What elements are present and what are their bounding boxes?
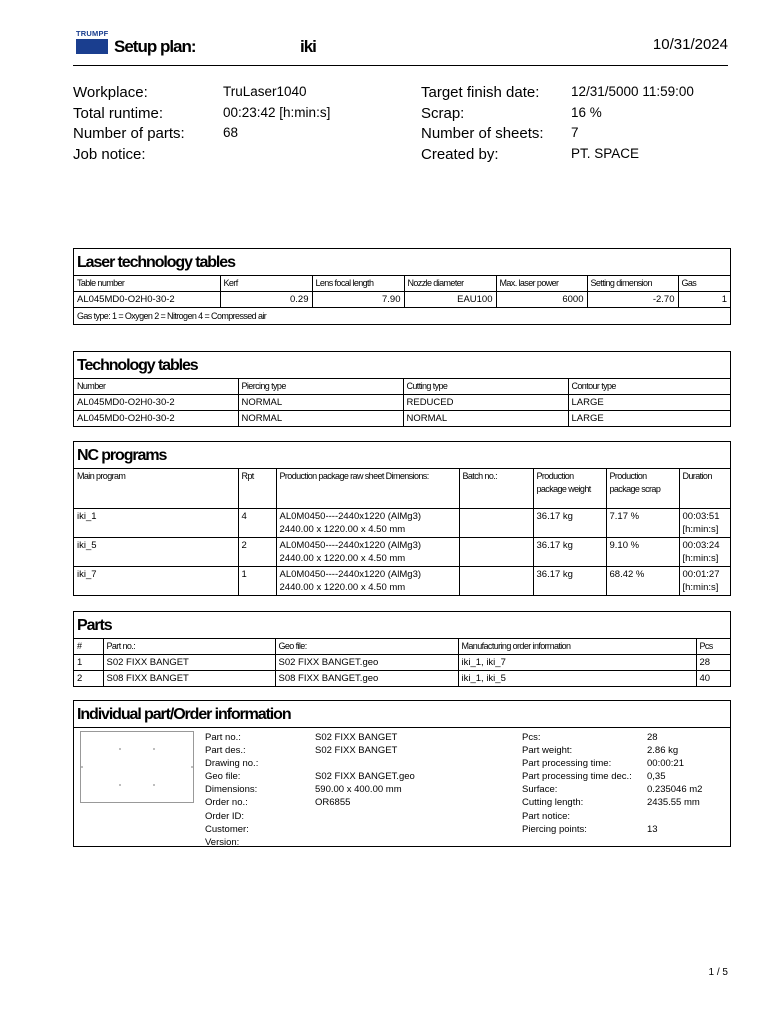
table-cell: [276, 538, 459, 567]
thumbnail-hole: [119, 748, 121, 750]
table-cell: S02 FIXX BANGET.geo: [275, 655, 458, 671]
field-label: Order ID:: [205, 810, 245, 822]
table-cell: [459, 509, 533, 538]
column-header: Main program: [74, 469, 238, 509]
table-row: [74, 292, 730, 308]
table-row: [74, 538, 730, 567]
logo-text: TRUMPF: [76, 29, 109, 38]
table-cell: 1: [74, 655, 103, 671]
column-header: Pcs: [696, 639, 730, 655]
column-header: Lens focal length: [312, 276, 404, 292]
table-cell: [459, 538, 533, 567]
info-value: TruLaser1040: [223, 84, 307, 99]
table-cell: iki_7: [74, 567, 238, 596]
duration-unit: [h:min:s]: [682, 553, 719, 564]
field-value: S02 FIXX BANGET.geo: [315, 771, 415, 783]
info-label: Job notice:: [73, 146, 146, 164]
sheet-dimensions: 2440.00 x 1220.00 x 4.50 mm: [279, 524, 406, 535]
thumbnail-hole: [153, 784, 155, 786]
field-label: Dimensions:: [205, 784, 258, 796]
table-row: [74, 411, 730, 427]
info-row-scrap: [421, 105, 694, 126]
table-cell: S08 FIXX BANGET: [103, 671, 275, 687]
table-cell: 36.17 kg: [533, 567, 606, 596]
table-header-row: [74, 639, 730, 655]
column-header: Production package weight: [533, 469, 606, 509]
table-cell: [276, 509, 459, 538]
thumbnail-hole: [153, 748, 155, 750]
table-row: [74, 509, 730, 538]
table-cell: 40: [696, 671, 730, 687]
duration-value: 00:01:27: [682, 569, 720, 580]
field-label: Part weight:: [522, 745, 573, 757]
table-cell: 28: [696, 655, 730, 671]
table-cell: LARGE: [568, 411, 730, 427]
table-cell: 36.17 kg: [533, 509, 606, 538]
table-cell: iki_5: [74, 538, 238, 567]
column-header: Piercing type: [238, 379, 403, 395]
sheet-dimensions: 2440.00 x 1220.00 x 4.50 mm: [279, 582, 406, 593]
table-row: [74, 395, 730, 411]
field-label: Part processing time:: [522, 758, 612, 770]
section-title: NC programs: [77, 447, 167, 464]
field-value: S02 FIXX BANGET: [315, 745, 398, 757]
table-cell: REDUCED: [403, 395, 568, 411]
part-thumbnail: [80, 731, 194, 803]
left-field-values: [315, 731, 415, 810]
info-value: 16 %: [571, 104, 602, 120]
column-header: Part no.:: [103, 639, 275, 655]
left-field-labels: [205, 731, 258, 849]
column-header: Gas: [678, 276, 730, 292]
thumbnail-hole: [119, 784, 121, 786]
laser-technology-section: [73, 248, 731, 325]
table-cell: S02 FIXX BANGET: [103, 655, 275, 671]
info-value: PT. SPACE: [571, 146, 640, 162]
field-label: Drawing no.:: [205, 758, 259, 770]
field-value: 0,35: [647, 771, 666, 783]
table-cell: NORMAL: [403, 411, 568, 427]
nc-programs-table: [74, 468, 730, 595]
section-title: Parts: [77, 617, 112, 634]
sheet-dimensions: 2440.00 x 1220.00 x 4.50 mm: [279, 553, 406, 564]
sheet-name: AL0M0450----2440x1220 (AlMg3): [279, 569, 422, 580]
info-label: Total runtime:: [73, 104, 164, 122]
column-header: #: [74, 639, 103, 655]
table-cell: AL045MD0-O2H0-30-2: [74, 395, 238, 411]
header-divider: [73, 65, 728, 66]
info-value: 68: [223, 125, 239, 141]
table-cell: NORMAL: [238, 395, 403, 411]
table-cell: 9.10 %: [606, 538, 679, 567]
field-label: Version:: [205, 836, 240, 848]
table-cell: 68.42 %: [606, 567, 679, 596]
section-title: Individual part/Order information: [77, 706, 291, 723]
table-cell: AL045MD0-O2H0-30-2: [74, 411, 238, 427]
column-header: Rpt: [238, 469, 276, 509]
column-header: Table number: [74, 276, 220, 292]
field-label: Surface:: [522, 784, 558, 796]
table-cell: 6000: [496, 292, 587, 308]
info-value: 7: [571, 125, 579, 141]
field-value: OR6855: [315, 797, 351, 809]
nc-programs-section: [73, 441, 731, 596]
info-row-created-by: [421, 146, 694, 167]
header-date: 10/31/2024: [652, 36, 728, 53]
field-value: 590.00 x 400.00 mm: [315, 784, 402, 796]
info-row-number-of-parts: [73, 125, 330, 146]
table-cell: 36.17 kg: [533, 538, 606, 567]
right-field-labels: [522, 731, 632, 836]
info-label: Scrap:: [421, 104, 465, 122]
technology-table: [74, 378, 730, 426]
duration-value: 00:03:51: [682, 511, 720, 522]
table-cell: -2.70: [587, 292, 678, 308]
column-header: Geo file:: [275, 639, 458, 655]
thumbnail-hole: [81, 766, 83, 768]
parts-table: [74, 638, 730, 686]
column-header: Max. laser power: [496, 276, 587, 292]
info-row-number-of-sheets: [421, 125, 694, 146]
table-cell: EAU100: [404, 292, 496, 308]
table-cell: 2: [74, 671, 103, 687]
column-header: Setting dimension: [587, 276, 678, 292]
table-cell: [679, 509, 730, 538]
info-row-total-runtime: [73, 105, 330, 126]
logo-bar: [76, 39, 108, 54]
field-label: Part des.:: [205, 745, 246, 757]
info-row-job-notice: [73, 146, 330, 167]
field-label: Order no.:: [205, 797, 248, 809]
field-label: Piercing points:: [522, 823, 587, 835]
column-header: Manufacturing order information: [458, 639, 696, 655]
parts-section: [73, 611, 731, 687]
duration-unit: [h:min:s]: [682, 582, 719, 593]
field-label: Customer:: [205, 823, 249, 835]
table-cell: [459, 567, 533, 596]
info-label: Workplace:: [73, 84, 148, 101]
table-cell: 1: [238, 567, 276, 596]
table-header-row: [74, 379, 730, 395]
info-label: Number of parts:: [73, 125, 185, 143]
table-header-row: [74, 276, 730, 292]
field-value: [647, 810, 702, 823]
table-cell: iki_1, iki_7: [458, 655, 696, 671]
table-row: [74, 671, 730, 687]
laser-technology-table: [74, 275, 730, 307]
table-cell: S08 FIXX BANGET.geo: [275, 671, 458, 687]
table-cell: iki_1, iki_5: [458, 671, 696, 687]
field-label: Part no.:: [205, 732, 241, 743]
column-header: Production package raw sheet Dimensions:: [276, 469, 459, 509]
info-label: Number of sheets:: [421, 125, 544, 143]
table-cell: AL045MD0-O2H0-30-2: [74, 292, 220, 308]
column-header: Production package scrap: [606, 469, 679, 509]
field-value: 0.235046 m2: [647, 784, 703, 796]
sheet-name: AL0M0450----2440x1220 (AlMg3): [279, 540, 422, 551]
section-title: Technology tables: [77, 357, 198, 374]
table-row: [74, 655, 730, 671]
column-header: Cutting type: [403, 379, 568, 395]
field-value: 2435.55 mm: [647, 797, 700, 809]
info-row-target-finish: [421, 84, 694, 105]
info-label: Target finish date:: [421, 84, 540, 101]
page-title: Setup plan:: [114, 37, 196, 56]
field-value: 13: [647, 823, 658, 835]
table-cell: 4: [238, 509, 276, 538]
page-number: 1 / 5: [708, 967, 728, 978]
technology-tables-section: [73, 351, 731, 427]
info-row-workplace: [73, 84, 330, 105]
field-value: 00:00:21: [647, 758, 684, 770]
trumpf-logo: [76, 29, 108, 54]
sheet-name: AL0M0450----2440x1220 (AlMg3): [279, 511, 422, 522]
field-label: Pcs:: [522, 732, 541, 743]
table-row: [74, 567, 730, 596]
table-cell: LARGE: [568, 395, 730, 411]
info-right: [421, 84, 694, 167]
individual-part-body: [74, 727, 730, 846]
info-value: 12/31/5000 11:59:00: [571, 84, 694, 99]
job-name: iki: [300, 37, 316, 56]
table-cell: 7.17 %: [606, 509, 679, 538]
table-cell: 1: [678, 292, 730, 308]
column-header: Kerf: [220, 276, 312, 292]
column-header: Nozzle diameter: [404, 276, 496, 292]
info-left: [73, 84, 330, 167]
duration-unit: [h:min:s]: [682, 524, 719, 535]
table-cell: [679, 567, 730, 596]
table-cell: 2: [238, 538, 276, 567]
table-cell: 0.29: [220, 292, 312, 308]
field-value: 28: [647, 732, 658, 743]
table-header-row: [74, 469, 730, 509]
field-label: Part notice:: [522, 810, 571, 822]
thumbnail-hole: [191, 766, 193, 768]
duration-value: 00:03:24: [682, 540, 720, 551]
field-value: 2.86 kg: [647, 745, 679, 757]
column-header: Batch no.:: [459, 469, 533, 509]
column-header: Duration: [679, 469, 730, 509]
column-header: Number: [74, 379, 238, 395]
field-label: Cutting length:: [522, 797, 584, 809]
field-label: Geo file:: [205, 771, 241, 783]
individual-part-section: [73, 700, 731, 847]
table-cell: 7.90: [312, 292, 404, 308]
table-cell: iki_1: [74, 509, 238, 538]
gas-type-note: Gas type: 1 = Oxygen 2 = Nitrogen 4 = Compressed air: [74, 307, 730, 324]
table-cell: NORMAL: [238, 411, 403, 427]
info-value: 00:23:42 [h:min:s]: [223, 104, 331, 120]
field-value: [315, 757, 415, 770]
section-title: Laser technology tables: [77, 254, 235, 271]
right-field-values: [647, 731, 702, 836]
table-cell: [679, 538, 730, 567]
field-label: Part processing time dec.:: [522, 771, 632, 783]
table-cell: [276, 567, 459, 596]
column-header: Contour type: [568, 379, 730, 395]
field-value: S02 FIXX BANGET: [315, 732, 398, 743]
info-label: Created by:: [421, 146, 499, 164]
